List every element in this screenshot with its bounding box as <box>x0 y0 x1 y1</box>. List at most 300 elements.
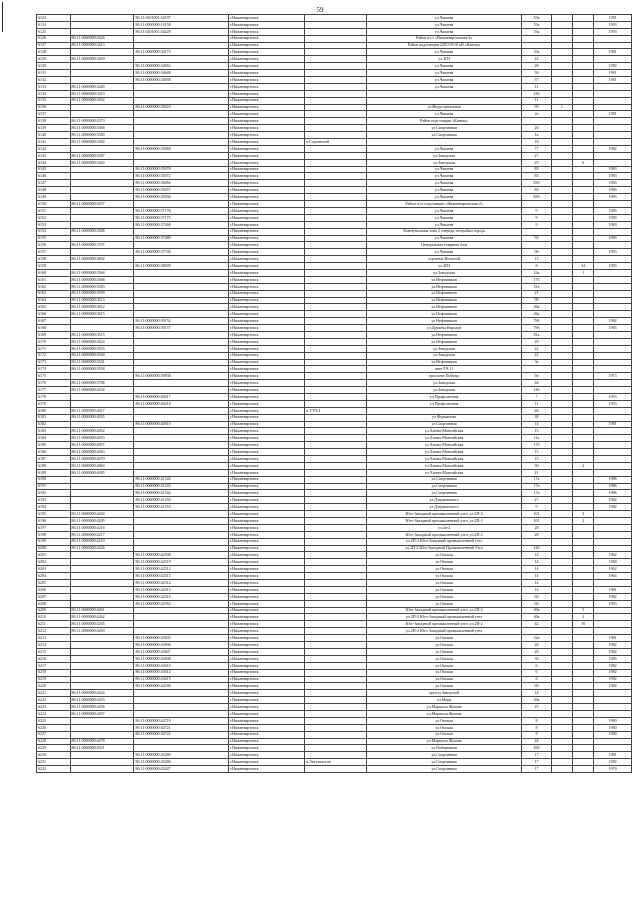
table-row <box>37 331 632 338</box>
cadastral-number-2-cell <box>134 745 228 752</box>
extra-number-cell <box>573 766 594 773</box>
address-cell: ул.Чапаева <box>366 15 521 22</box>
cadastral-number-cell <box>70 724 134 731</box>
row-id-cell: 6140 <box>37 132 71 139</box>
year-cell: 1986 <box>594 476 632 483</box>
row-id-cell: 6123 <box>37 15 71 22</box>
table-row <box>37 111 632 118</box>
row-id-cell: 6214 <box>37 642 71 649</box>
house-number-cell: 14 <box>522 566 551 573</box>
extra-number-cell <box>573 449 594 456</box>
address-cell <box>366 90 521 97</box>
table-row <box>37 759 632 766</box>
address-cell: ул.Нефтяников <box>366 318 521 325</box>
row-id-cell: 6216 <box>37 655 71 662</box>
row-id-cell: 6141 <box>37 139 71 146</box>
address-cell: Юго-Западный промышленный узел, ул.2П-2 <box>366 511 521 518</box>
locality-cell <box>305 456 367 463</box>
table-row <box>37 318 632 325</box>
table-row <box>37 125 632 132</box>
extra-number-cell <box>573 504 594 511</box>
cadastral-number-2-cell <box>134 338 228 345</box>
cadastral-number-cell <box>70 104 134 111</box>
extra-number-cell <box>573 228 594 235</box>
house-number-cell: 15 <box>522 449 551 456</box>
city-cell: г.Нижневартовск <box>228 524 304 531</box>
table-row <box>37 152 632 159</box>
cadastral-number-2-cell: 86:11:0000000:42510 <box>134 559 228 566</box>
city-cell: г.Нижневартовск <box>228 662 304 669</box>
extra-number-cell <box>573 628 594 635</box>
cadastral-number-cell <box>70 21 134 28</box>
locality-cell <box>305 49 367 56</box>
extra-number-cell <box>573 676 594 683</box>
cadastral-number-cell <box>70 642 134 649</box>
address-cell: ул.2П-2 Юго-Западный промышленный узел <box>366 614 521 621</box>
cadastral-number-cell: 86:11:0000000:3524 <box>70 338 134 345</box>
locality-cell <box>305 704 367 711</box>
cadastral-number-cell: 86:11:0000000:3615 <box>70 311 134 318</box>
table-row <box>37 545 632 552</box>
flat-number-cell <box>551 28 572 35</box>
cadastral-number-cell <box>70 221 134 228</box>
table-row <box>37 242 632 249</box>
city-cell: г.Нижневартовск <box>228 710 304 717</box>
year-cell <box>594 242 632 249</box>
cadastral-number-2-cell <box>134 290 228 297</box>
house-number-cell: 40а <box>522 614 551 621</box>
year-cell <box>594 359 632 366</box>
address-cell: ул.Чапаева <box>366 221 521 228</box>
house-number-cell: 14 <box>522 573 551 580</box>
cadastral-number-cell <box>70 752 134 759</box>
extra-number-cell: 2 <box>573 614 594 621</box>
house-number-cell: 83 <box>522 166 551 173</box>
row-id-cell: 6137 <box>37 111 71 118</box>
house-number-cell: 7 <box>522 393 551 400</box>
row-id-cell: 6139 <box>37 125 71 132</box>
table-row <box>37 249 632 256</box>
cadastral-number-2-cell: 86:11:0000000:45287 <box>134 766 228 773</box>
cadastral-number-cell: 86:11:0000000:4017 <box>70 407 134 414</box>
extra-number-cell <box>573 249 594 256</box>
year-cell <box>594 380 632 387</box>
extra-number-cell <box>573 538 594 545</box>
city-cell: г.Нижневартовск <box>228 56 304 63</box>
city-cell: г.Нижневартовск <box>228 63 304 70</box>
flat-number-cell <box>551 269 572 276</box>
house-number-cell: 77 <box>522 145 551 152</box>
table-row <box>37 269 632 276</box>
cadastral-number-cell <box>70 173 134 180</box>
city-cell: г.Нижневартовск <box>228 373 304 380</box>
year-cell: 1982 <box>594 145 632 152</box>
row-id-cell: 6188 <box>37 462 71 469</box>
cadastral-number-2-cell: 86:11:0201001:34228 <box>134 28 228 35</box>
city-cell: г.Нижневартовск <box>228 462 304 469</box>
address-cell: ул.2П-2 Юго-Западный Промышленный Узел <box>366 545 521 552</box>
address-cell: Юго-Западный промышленный узел, ул.2П-2 <box>366 518 521 525</box>
extra-number-cell: 1 <box>573 269 594 276</box>
flat-number-cell <box>551 90 572 97</box>
flat-number-cell <box>551 228 572 235</box>
table-row <box>37 635 632 642</box>
locality-cell <box>305 766 367 773</box>
cadastral-number-2-cell <box>134 511 228 518</box>
row-id-cell: 6201 <box>37 552 71 559</box>
locality-cell <box>305 518 367 525</box>
locality-cell <box>305 662 367 669</box>
cadastral-number-2-cell: 86:11:0000000:35068 <box>134 145 228 152</box>
cadastral-number-2-cell <box>134 531 228 538</box>
extra-number-cell <box>573 552 594 559</box>
cadastral-number-2-cell: 86:11:0000000:35076 <box>134 166 228 173</box>
locality-cell <box>305 42 367 49</box>
year-cell <box>594 697 632 704</box>
city-cell: г.Нижневартовск <box>228 338 304 345</box>
cadastral-number-2-cell <box>134 132 228 139</box>
house-number-cell: 17а <box>522 483 551 490</box>
table-row <box>37 15 632 22</box>
cadastral-number-2-cell <box>134 366 228 373</box>
city-cell: г.Нижневартовск <box>228 290 304 297</box>
cadastral-number-cell <box>70 717 134 724</box>
house-number-cell: 17 <box>522 766 551 773</box>
house-number-cell: 495 <box>522 745 551 752</box>
table-row <box>37 669 632 676</box>
locality-cell <box>305 104 367 111</box>
table-row <box>37 21 632 28</box>
cadastral-number-cell <box>70 194 134 201</box>
table-row <box>37 573 632 580</box>
locality-cell <box>305 690 367 697</box>
house-number-cell: 26 <box>522 125 551 132</box>
row-id-cell: 6170 <box>37 338 71 345</box>
table-row <box>37 325 632 332</box>
cadastral-number-2-cell <box>134 304 228 311</box>
table-row <box>37 676 632 683</box>
extra-number-cell <box>573 304 594 311</box>
extra-number-cell <box>573 476 594 483</box>
row-id-cell: 6154 <box>37 228 71 235</box>
extra-number-cell <box>573 683 594 690</box>
row-id-cell: 6211 <box>37 621 71 628</box>
year-cell <box>594 35 632 42</box>
house-number-cell: 21 <box>522 469 551 476</box>
cadastral-number-2-cell: 86:11:0201001:34197 <box>134 15 228 22</box>
cadastral-number-cell <box>70 483 134 490</box>
flat-number-cell <box>551 648 572 655</box>
table-row <box>37 283 632 290</box>
cadastral-number-2-cell: 86:11:0000000:45280 <box>134 752 228 759</box>
row-id-cell: 6144 <box>37 159 71 166</box>
cadastral-number-2-cell <box>134 125 228 132</box>
locality-cell <box>305 325 367 332</box>
city-cell: г.Нижневартовск <box>228 456 304 463</box>
row-id-cell: 6189 <box>37 469 71 476</box>
address-cell: Центральная товарная база <box>366 242 521 249</box>
address-cell: ул.Омская <box>366 669 521 676</box>
locality-cell <box>305 318 367 325</box>
cadastral-number-cell <box>70 476 134 483</box>
flat-number-cell <box>551 111 572 118</box>
cadastral-number-cell: 86:11:0000000:3613 <box>70 297 134 304</box>
cadastral-number-cell: 86:11:0000000:3558 <box>70 366 134 373</box>
city-cell: г.Нижневартовск <box>228 580 304 587</box>
city-cell: г.Нижневартовск <box>228 242 304 249</box>
house-number-cell: 30 <box>522 655 551 662</box>
locality-cell <box>305 194 367 201</box>
locality-cell <box>305 221 367 228</box>
flat-number-cell <box>551 766 572 773</box>
row-id-cell: 6160 <box>37 269 71 276</box>
cadastral-number-cell <box>70 28 134 35</box>
cadastral-number-2-cell: 86:11:0000000:43615 <box>134 676 228 683</box>
city-cell: г.Нижневартовск <box>228 511 304 518</box>
locality-cell <box>305 63 367 70</box>
city-cell: г.Нижневартовск <box>228 621 304 628</box>
flat-number-cell <box>551 600 572 607</box>
city-cell: г.Нижневартовск <box>228 628 304 635</box>
cadastral-number-2-cell: 86:11:0000000:42516 <box>134 593 228 600</box>
extra-number-cell <box>573 311 594 318</box>
year-cell <box>594 42 632 49</box>
city-cell: г.Нижневартовск <box>228 724 304 731</box>
locality-cell <box>305 311 367 318</box>
row-id-cell: 6203 <box>37 566 71 573</box>
extra-number-cell <box>573 580 594 587</box>
flat-number-cell <box>551 173 572 180</box>
cadastral-number-cell <box>70 593 134 600</box>
city-cell: г.Нижневартовск <box>228 435 304 442</box>
year-cell <box>594 690 632 697</box>
row-id-cell: 6166 <box>37 311 71 318</box>
row-id-cell: 6209 <box>37 607 71 614</box>
row-id-cell: 6190 <box>37 476 71 483</box>
locality-cell <box>305 173 367 180</box>
city-cell: г.Нижневартовск <box>228 207 304 214</box>
city-cell: г.Нижневартовск <box>228 697 304 704</box>
row-id-cell: 6218 <box>37 669 71 676</box>
address-cell: ул.Омская <box>366 731 521 738</box>
locality-cell <box>305 545 367 552</box>
extra-number-cell <box>573 642 594 649</box>
locality-cell <box>305 90 367 97</box>
flat-number-cell <box>551 669 572 676</box>
house-number-cell <box>522 228 551 235</box>
address-cell: ул.Омская <box>366 566 521 573</box>
extra-number-cell <box>573 359 594 366</box>
flat-number-cell <box>551 635 572 642</box>
cadastral-number-2-cell <box>134 442 228 449</box>
cadastral-number-2-cell <box>134 152 228 159</box>
row-id-cell: 6186 <box>37 449 71 456</box>
row-id-cell: 6136 <box>37 104 71 111</box>
year-cell <box>594 118 632 125</box>
cadastral-number-cell: 86:11:0000000:4063 <box>70 449 134 456</box>
cadastral-number-cell: 86:11:0000000:3515 <box>70 331 134 338</box>
flat-number-cell <box>551 393 572 400</box>
table-row <box>37 731 632 738</box>
locality-cell <box>305 738 367 745</box>
year-cell: 1981 <box>594 635 632 642</box>
house-number-cell: 18 <box>522 139 551 146</box>
flat-number-cell <box>551 366 572 373</box>
house-number-cell: 60 <box>522 683 551 690</box>
table-row <box>37 304 632 311</box>
cadastral-number-2-cell <box>134 111 228 118</box>
cadastral-number-2-cell: 86:11:0000000:42512 <box>134 566 228 573</box>
flat-number-cell <box>551 276 572 283</box>
table-row <box>37 49 632 56</box>
extra-number-cell <box>573 738 594 745</box>
year-cell: 1982 <box>594 504 632 511</box>
cadastral-number-2-cell <box>134 607 228 614</box>
table-row <box>37 683 632 690</box>
house-number-cell <box>522 538 551 545</box>
year-cell <box>594 276 632 283</box>
year-cell: 1970 <box>594 766 632 773</box>
cadastral-number-cell: 86:11:0000000:4057 <box>70 442 134 449</box>
cadastral-number-cell <box>70 111 134 118</box>
city-cell: г.Нижневартовск <box>228 283 304 290</box>
flat-number-cell <box>551 421 572 428</box>
cadastral-number-2-cell <box>134 449 228 456</box>
extra-number-cell <box>573 28 594 35</box>
flat-number-cell <box>551 118 572 125</box>
flat-number-cell <box>551 628 572 635</box>
table-row <box>37 228 632 235</box>
city-cell: г.Нижневартовск <box>228 586 304 593</box>
year-cell <box>594 704 632 711</box>
city-cell: г.Нижневартовск <box>228 690 304 697</box>
locality-cell <box>305 524 367 531</box>
house-number-cell: 14 <box>522 552 551 559</box>
cadastral-number-2-cell <box>134 118 228 125</box>
table-row <box>37 56 632 63</box>
cadastral-number-cell: 86:11:0000000:4453 <box>70 697 134 704</box>
row-id-cell: 6210 <box>37 614 71 621</box>
city-cell: г.Нижневартовск <box>228 552 304 559</box>
extra-number-cell <box>573 49 594 56</box>
table-row <box>37 442 632 449</box>
flat-number-cell <box>551 614 572 621</box>
locality-cell <box>305 504 367 511</box>
extra-number-cell <box>573 104 594 111</box>
table-row <box>37 380 632 387</box>
flat-number-cell <box>551 331 572 338</box>
address-cell: ул.Заводская <box>366 152 521 159</box>
cadastral-number-2-cell <box>134 621 228 628</box>
cadastral-number-cell <box>70 648 134 655</box>
extra-number-cell <box>573 710 594 717</box>
locality-cell <box>305 15 367 22</box>
house-number-cell: 17а <box>522 490 551 497</box>
locality-cell <box>305 552 367 559</box>
flat-number-cell <box>551 483 572 490</box>
flat-number-cell <box>551 166 572 173</box>
city-cell: г.Нижневартовск <box>228 766 304 773</box>
city-cell: г.Нижневартовск <box>228 387 304 394</box>
table-row <box>37 710 632 717</box>
flat-number-cell <box>551 504 572 511</box>
year-cell <box>594 56 632 63</box>
locality-cell <box>305 159 367 166</box>
registry-table-body <box>37 15 632 773</box>
city-cell: г.Нижневартовск <box>228 752 304 759</box>
year-cell: 1983 <box>594 173 632 180</box>
city-cell: г.Нижневартовск <box>228 325 304 332</box>
flat-number-cell <box>551 690 572 697</box>
locality-cell <box>305 359 367 366</box>
table-row <box>37 524 632 531</box>
address-cell: проспект Победы <box>366 373 521 380</box>
house-number-cell: 8 <box>522 263 551 270</box>
address-cell: ул.Омская <box>366 586 521 593</box>
house-number-cell: 27 <box>522 497 551 504</box>
address-cell: ул.Чапаева <box>366 249 521 256</box>
address-cell: автоЛ.Ч.11 <box>366 366 521 373</box>
table-row <box>37 648 632 655</box>
flat-number-cell <box>551 752 572 759</box>
year-cell: 1982 <box>594 669 632 676</box>
extra-number-cell <box>573 655 594 662</box>
table-row <box>37 366 632 373</box>
cadastral-number-2-cell: 86:11:0000000:44186 <box>134 683 228 690</box>
house-number-cell: 25 <box>522 159 551 166</box>
extra-number-cell <box>573 97 594 104</box>
cadastral-number-cell: 86:11:0000000:3508 <box>70 228 134 235</box>
extra-number-cell <box>573 400 594 407</box>
cadastral-number-2-cell: 86:11:0000000:39838 <box>134 373 228 380</box>
extra-number-cell <box>573 352 594 359</box>
cadastral-number-cell <box>70 559 134 566</box>
city-cell: г.Нижневартовск <box>228 83 304 90</box>
flat-number-cell <box>551 263 572 270</box>
table-row <box>37 214 632 221</box>
row-id-cell: 6143 <box>37 152 71 159</box>
house-number-cell: 101 <box>522 511 551 518</box>
year-cell <box>594 435 632 442</box>
city-cell: г.Нижневартовск <box>228 490 304 497</box>
row-id-cell: 6173 <box>37 359 71 366</box>
city-cell: г.Нижневартовск <box>228 35 304 42</box>
city-cell: г.Нижневартовск <box>228 759 304 766</box>
table-row <box>37 428 632 435</box>
year-cell: 1981 <box>594 15 632 22</box>
row-id-cell: 6185 <box>37 442 71 449</box>
cadastral-number-2-cell <box>134 331 228 338</box>
row-id-cell: 6157 <box>37 249 71 256</box>
flat-number-cell <box>551 380 572 387</box>
year-cell <box>594 311 632 318</box>
flat-number-cell <box>551 456 572 463</box>
locality-cell <box>305 462 367 469</box>
house-number-cell: 9 <box>522 214 551 221</box>
table-row <box>37 497 632 504</box>
address-cell: ул.Спортивная <box>366 476 521 483</box>
year-cell <box>594 428 632 435</box>
house-number-cell: 95 <box>522 104 551 111</box>
row-id-cell: 6147 <box>37 180 71 187</box>
address-cell: ул.Нефтяников <box>366 311 521 318</box>
address-cell: ул.Мира <box>366 697 521 704</box>
table-row <box>37 387 632 394</box>
cadastral-number-cell: 86:11:0000000:3426 <box>70 35 134 42</box>
house-number-cell: 83 <box>522 173 551 180</box>
row-id-cell: 6225 <box>37 717 71 724</box>
cadastral-number-2-cell: 86:11:0000000:37749 <box>134 249 228 256</box>
